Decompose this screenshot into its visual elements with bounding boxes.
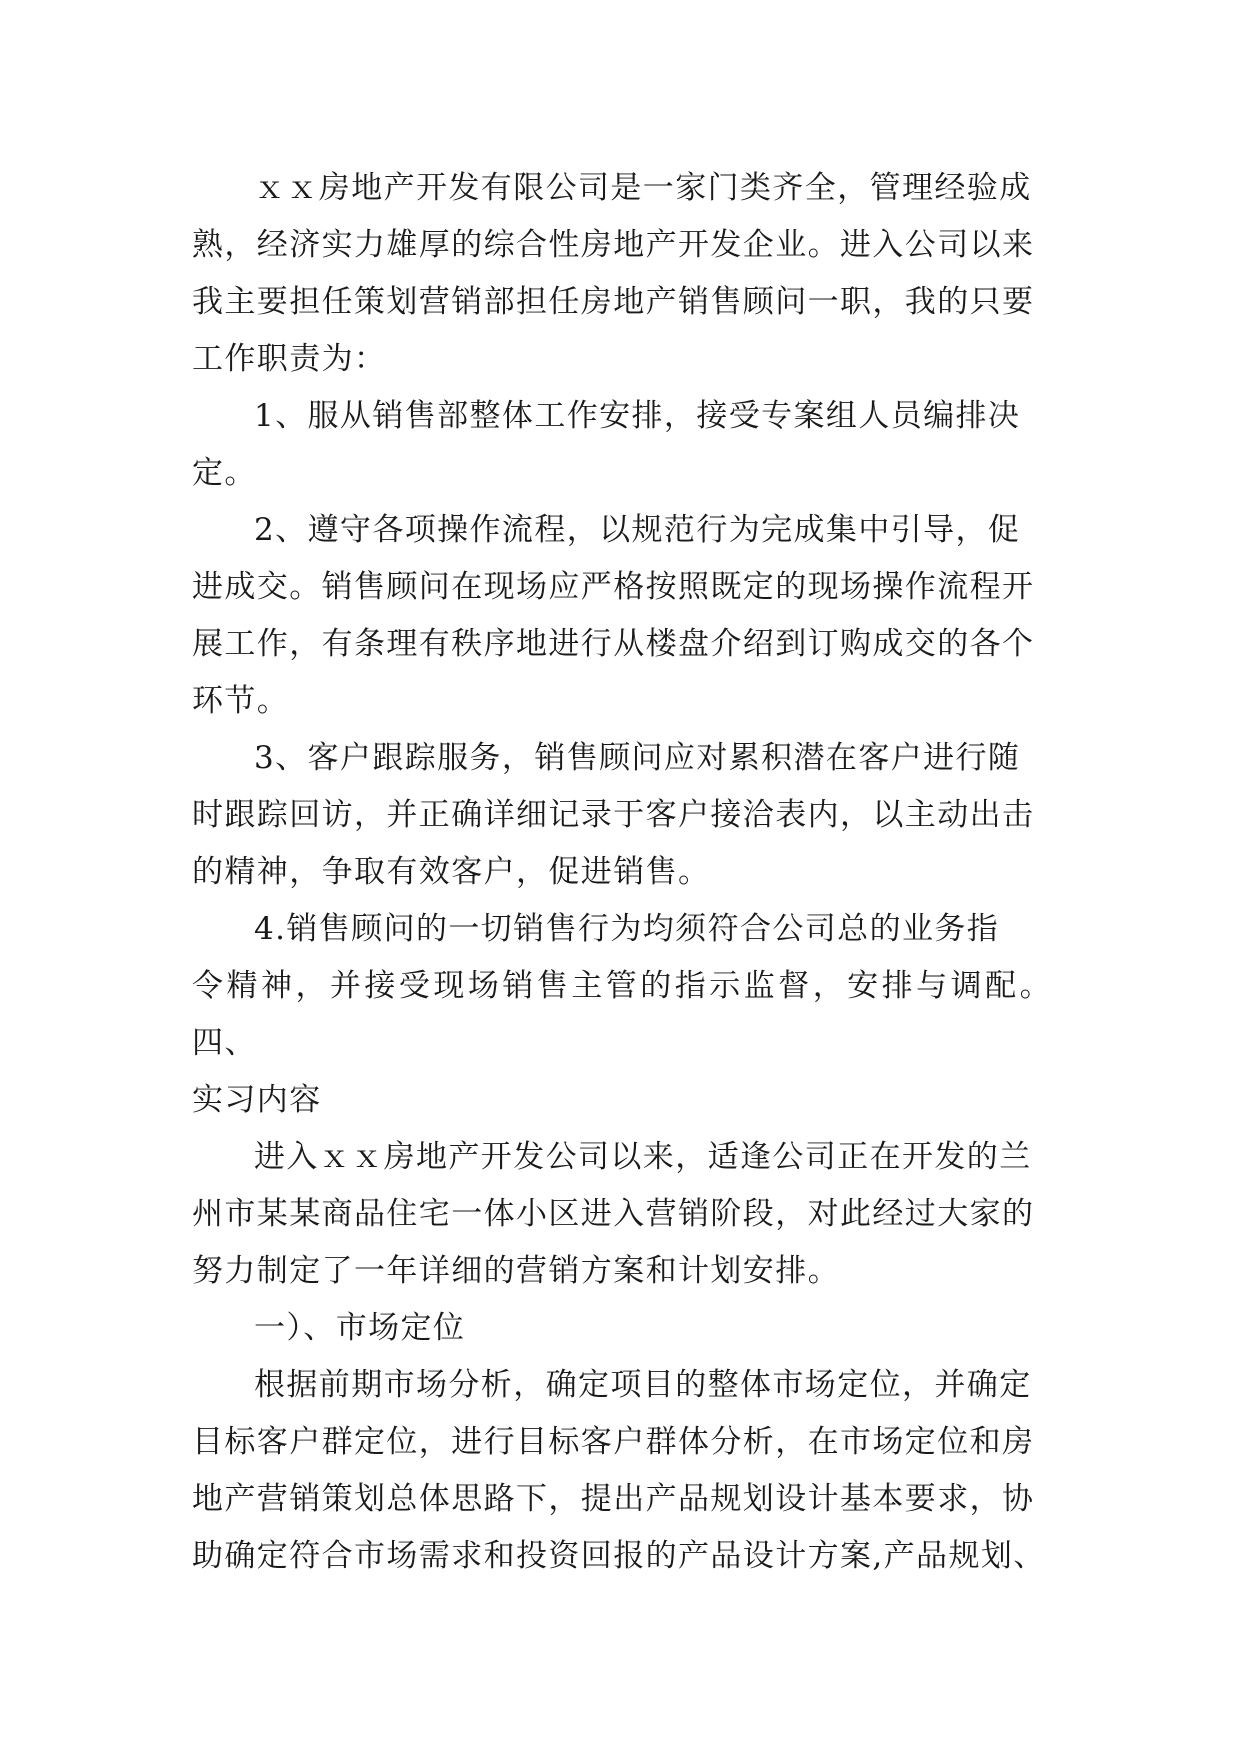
paragraph-duty-1: 1、服从销售部整体工作安排，接受专案组人员编排决 定。 [192, 398, 1021, 491]
paragraph-company-intro: ｘｘ房地产开发有限公司是一家门类齐全，管理经验成 熟，经济实力雄厚的综合性房地产开发企业。进入公司以来 我主要担任策划营销部担任房地产销售顾问一职，我的只要 工作职责为： [192, 170, 1035, 377]
section-heading-market-positioning: 一）、市场定位 [254, 1310, 466, 1346]
document-body [192, 160, 1052, 1585]
paragraph-internship-content: 进入ｘｘ房地产开发公司以来，适逢公司正在开发的兰 州市某某商品住宅一体小区进入营销阶段，对此经过大家的 努力制定了一年详细的营销方案和计划安排。 [192, 1139, 1035, 1289]
paragraph-duty-3: 3、客户跟踪服务，销售顾问应对累积潜在客户进行随 时跟踪回访，并正确详细记录于客户接洽表内，以主动出击 的精神，争取有效客户，促进销售。 [192, 740, 1035, 890]
paragraph-duty-2: 2、遵守各项操作流程，以规范行为完成集中引导，促 进成交。销售顾问在现场应严格按照既定的现场操作流程开 展工作，有条理有秩序地进行从楼盘介绍到订购成交的各个 环节。 [192, 512, 1035, 719]
paragraph-duty-4: 4.销售顾问的一切销售行为均须符合公司总的业务指 令精神，并接受现场销售主管的指示监督，安排与调配。四、 实习内容 [192, 911, 1052, 1118]
paragraph-market-positioning: 根据前期市场分析，确定项目的整体市场定位，并确定 目标客户群定位，进行目标客户群体分析，在市场定位和房 地产营销策划总体思路下，提出产品规划设计基本要求，协 助确定符合市场需求和投资回报的产品设计方案,产品规划、 [192, 1367, 1046, 1574]
